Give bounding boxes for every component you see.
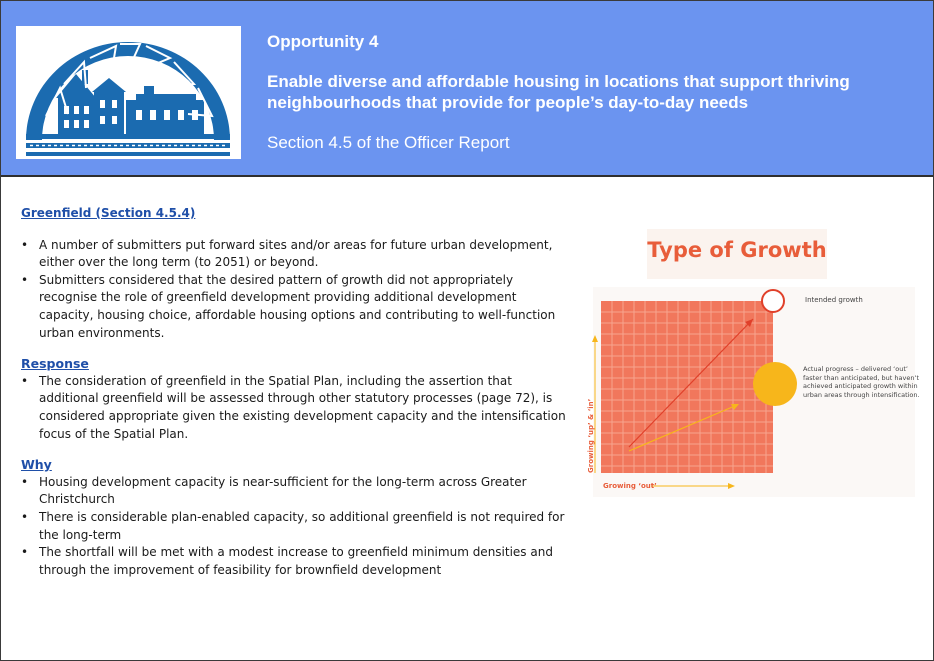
x-axis-label: Growing ‘out’ — [603, 482, 657, 490]
response-heading: Response — [21, 356, 89, 372]
officer-report-reference: Section 4.5 of the Officer Report — [267, 133, 510, 152]
list-item: • There is considerable plan-enabled capacity, so additional greenfield is not required for the long-term — [21, 509, 566, 544]
body-text — [21, 205, 566, 579]
city-council-arch-logo-icon — [16, 26, 241, 159]
header-banner — [1, 1, 933, 177]
greenfield-heading: Greenfield (Section 4.5.4) — [21, 206, 196, 220]
list-item: • Housing development capacity is near-sufficient for the long-term across Greater Christchurch — [21, 474, 566, 509]
intended-growth-label: Intended growth — [805, 296, 863, 304]
type-of-growth-figure — [585, 229, 925, 499]
logo — [16, 26, 241, 159]
page-title: Opportunity 4 — [267, 32, 379, 51]
list-item: • The shortfall will be met with a modest increase to greenfield minimum densities and through the improvement of feasibility for brownfield development — [21, 544, 566, 579]
y-axis-label: Growing ‘up’ & ‘in’ — [587, 398, 595, 473]
opportunity-statement: Enable diverse and affordable housing in locations that support thriving neighbourhoods that provide for people’s day-to-day needs — [267, 72, 850, 112]
response-list — [21, 373, 566, 443]
list-item: • Submitters considered that the desired pattern of growth did not appropriately recognise the role of greenfield development providing additional development capacity, housing choice, affordable housing options and contributing to well-function urban environments. — [21, 272, 566, 342]
type-of-growth-diagram — [585, 229, 925, 499]
actual-progress-marker — [753, 362, 797, 406]
list-item: • A number of submitters put forward sites and/or areas for future urban development, either over the long term (to 2051) or beyond. — [21, 237, 566, 272]
actual-progress-label-box — [803, 365, 921, 415]
list-item: • The consideration of greenfield in the Spatial Plan, including the assertion that additional greenfield will be assessed through other statutory processes (page 72), is considered appropriate given the existing development capacity and the intensification focus of the Spatial Plan. — [21, 373, 566, 443]
intended-growth-marker — [762, 290, 784, 312]
greenfield-list — [21, 237, 566, 343]
figure-title: Type of Growth — [647, 238, 827, 262]
why-list — [21, 474, 566, 580]
why-heading: Why — [21, 457, 52, 473]
actual-progress-label: Actual progress – delivered ‘out’ faster than anticipated, but haven’t achieved anticipated growth within urban areas through intensification. — [803, 365, 920, 399]
